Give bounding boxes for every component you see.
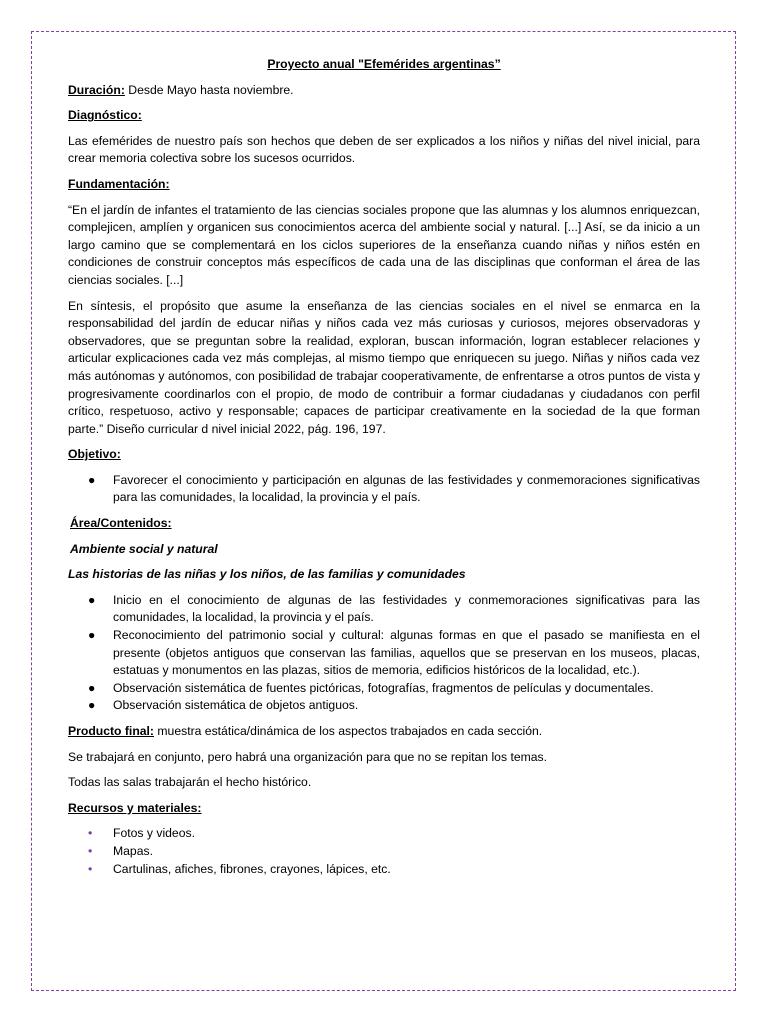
area-heading: Área/Contenidos: [70, 516, 172, 531]
list-item [68, 680, 700, 698]
area-subtitle: Ambiente social y natural [70, 541, 218, 556]
producto-label: Producto final: [68, 724, 154, 738]
bullet-icon: ● [88, 698, 96, 713]
list-item-text: Mapas. [113, 843, 153, 858]
duracion-text: Desde Mayo hasta noviembre. [124, 82, 294, 97]
list-item-text: Fotos y videos. [113, 826, 195, 841]
salas-line: Todas las salas trabajarán el hecho histórico. [68, 775, 312, 790]
list-item [68, 697, 700, 715]
bullet-icon: • [88, 861, 93, 876]
duracion-line [68, 82, 700, 100]
duracion-label: Duración: [68, 82, 125, 97]
list-item [68, 843, 700, 861]
producto-text: muestra estática/dinámica de los aspectos trabajados en cada sección. [154, 724, 543, 738]
list-item-text: Cartulinas, afiches, fibrones, crayones, lápices, etc. [113, 861, 391, 876]
bullet-icon: ● [88, 628, 96, 643]
bullet-icon: ● [88, 680, 96, 695]
fundamentacion-paragraph-1: “En el jardín de infantes el tratamiento de las ciencias sociales propone que las alumnas y los alumnos enriquezcan, complejicen, amplíen y organicen sus conocimientos acerca del ambiente social y natural. [...] Así, se da inicio a un largo camino que se complementará en los ciclos superiores de la enseñanza cuando niñas y niños estén en condiciones de construir conceptos más específicos de cada una de las disciplinas que conforman el área de las ciencias sociales. [...] [68, 202, 700, 287]
list-item-text: Favorecer el conocimiento y participación en algunas de las festividades y conmemoraciones significativas para las comunidades, la localidad, la provincia y el país. [113, 472, 700, 505]
list-item-text: Observación sistemática de fuentes pictóricas, fotografías, fragmentos de películas y documentales. [113, 680, 654, 695]
bullet-icon: • [88, 826, 93, 841]
list-item [68, 861, 700, 879]
list-item [68, 825, 700, 843]
diagnostico-heading: Diagnóstico: [68, 108, 142, 123]
list-item-text: Observación sistemática de objetos antiguos. [113, 698, 359, 713]
fundamentacion-paragraph-2: En síntesis, el propósito que asume la enseñanza de las ciencias sociales en el nivel se enmarca en la responsabilidad del jardín de educar niñas y niños cada vez más curiosas y curiosos, mejores observadoras y observadores, que se preguntan sobre la realidad, exploran, buscan información, logran establecer relaciones y articular explicaciones cada vez más complejas, al mismo tiempo que enriquecen su juego. Niñas y niños cada vez más autónomas y autónomos, con posibilidad de trabajar cooperativamente, de enfrentarse a otros puntos de vista y progresivamente coordinarlos con el propio, de modo de contribuir a formar ciudadanas y ciudadanos con perfil crítico, respetuoso, activo y responsable; capaces de participar creativamente en la sociedad de la que forman parte.” Diseño curricular d nivel inicial 2022, pág. 196, 197. [68, 298, 700, 436]
list-item-text: Inicio en el conocimiento de algunas de las festividades y conmemoraciones significativas para las comunidades, la localidad, la provincia y el país. [113, 592, 700, 625]
diagnostico-text: Las efemérides de nuestro país son hechos que deben de ser explicados a los niños y niñas del nivel inicial, para crear memoria colectiva sobre los sucesos ocurridos. [68, 133, 700, 166]
list-item [68, 472, 700, 507]
fundamentacion-heading: Fundamentación: [68, 176, 170, 191]
list-item-text: Reconocimiento del patrimonio social y cultural: algunas formas en que el pasado se manifiesta en el presente (objetos antiguos que conservan las familias, aquellos que se preservan en los museos, placas, estatuas y monumentos en las plazas, sitios de memoria, edificios históricos de la localidad, etc.). [113, 628, 700, 678]
area-subsubtitle: Las historias de las niñas y los niños, de las familias y comunidades [68, 567, 466, 582]
objetivo-heading: Objetivo: [68, 447, 121, 462]
bullet-icon: ● [88, 472, 96, 487]
objetivo-list [68, 472, 700, 507]
document-title: Proyecto anual "Efemérides argentinas” [267, 57, 501, 71]
bullet-icon: • [88, 843, 93, 858]
producto-line [68, 723, 700, 741]
list-item [68, 627, 700, 680]
bullet-icon: ● [88, 592, 96, 607]
document-body [68, 56, 700, 886]
recursos-heading: Recursos y materiales: [68, 800, 202, 815]
recursos-list [68, 825, 700, 878]
list-item [68, 592, 700, 627]
conjunto-line: Se trabajará en conjunto, pero habrá una organización para que no se repitan los temas. [68, 749, 548, 764]
contenidos-list [68, 592, 700, 715]
